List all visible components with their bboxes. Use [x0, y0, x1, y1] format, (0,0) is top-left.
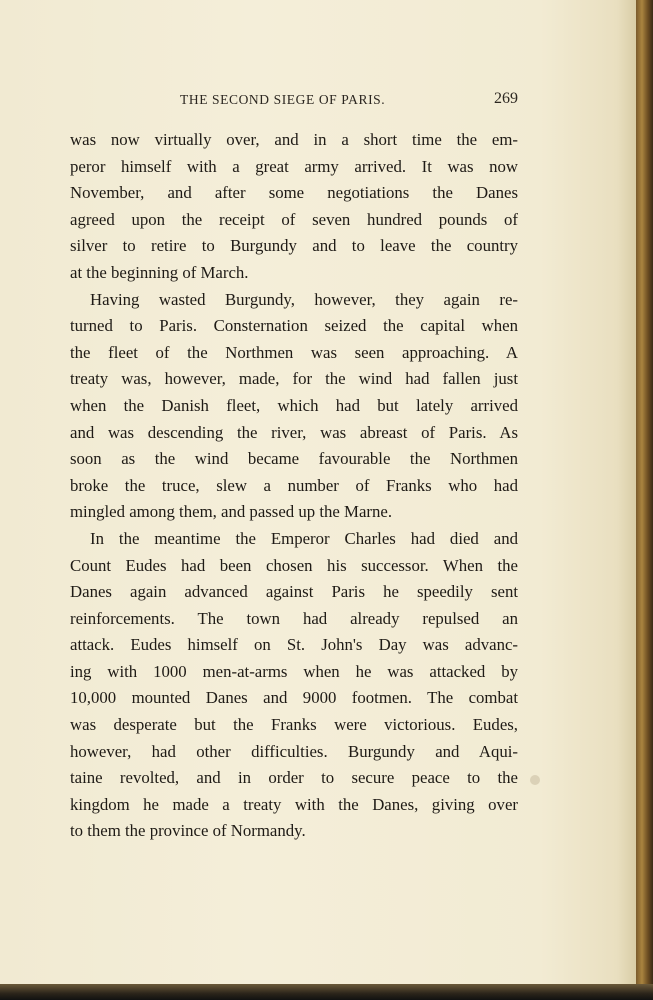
text-line: at the beginning of March.: [70, 262, 249, 282]
text-line: taine revolted, and in order to secure peace to the: [70, 768, 518, 788]
text-line: to them the province of Normandy.: [70, 821, 306, 841]
page-bottom-edge: [0, 984, 653, 1000]
text-line: the fleet of the Northmen was seen approaching. A: [70, 342, 518, 362]
text-line: mingled among them, and passed up the Marne.: [70, 502, 393, 522]
paper-blemish: [530, 775, 540, 785]
text-line: Count Eudes had been chosen his successor. When the: [70, 555, 518, 575]
text-line: peror himself with a great army arrived. It was now: [70, 156, 518, 176]
text-line: Danes again advanced against Paris he speedily sent: [70, 582, 518, 602]
text-line: ing with 1000 men-at-arms when he was attacked by: [70, 661, 518, 681]
text-line: silver to retire to Burgundy and to leave the country: [70, 236, 518, 256]
text-line: and was descending the river, was abreast of Paris. As: [70, 422, 518, 442]
page-header: [70, 92, 518, 114]
text-line: attack. Eudes himself on St. John's Day was advanc-: [70, 635, 518, 655]
text-line: kingdom he made a treaty with the Danes, giving over: [70, 794, 518, 814]
text-line: 10,000 mounted Danes and 9000 footmen. The combat: [70, 688, 518, 708]
text-line: was now virtually over, and in a short time the em-: [70, 130, 518, 149]
text-line: when the Danish fleet, which had but lately arrived: [70, 395, 518, 415]
text-line: November, and after some negotiations the Danes: [70, 183, 518, 203]
text-line: turned to Paris. Consternation seized the capital when: [70, 316, 518, 336]
running-title: THE SECOND SIEGE OF PARIS.: [180, 92, 386, 107]
text-line: broke the truce, slew a number of Franks who had: [70, 475, 518, 495]
text-line: however, had other difficulties. Burgundy and Aqui-: [70, 741, 518, 761]
text-line: agreed upon the receipt of seven hundred pounds of: [70, 209, 518, 229]
text-line: was desperate but the Franks were victorious. Eudes,: [70, 715, 518, 735]
text-line: reinforcements. The town had already repulsed an: [70, 608, 518, 628]
text-line: soon as the wind became favourable the Northmen: [70, 449, 518, 469]
text-line: Having wasted Burgundy, however, they again re-: [90, 289, 518, 309]
page-number: 269: [494, 90, 518, 107]
body-text: [70, 127, 518, 845]
text-line: In the meantime the Emperor Charles had died and: [90, 528, 518, 548]
text-line: treaty was, however, made, for the wind had fallen just: [70, 369, 518, 389]
book-spine: [636, 0, 653, 1000]
